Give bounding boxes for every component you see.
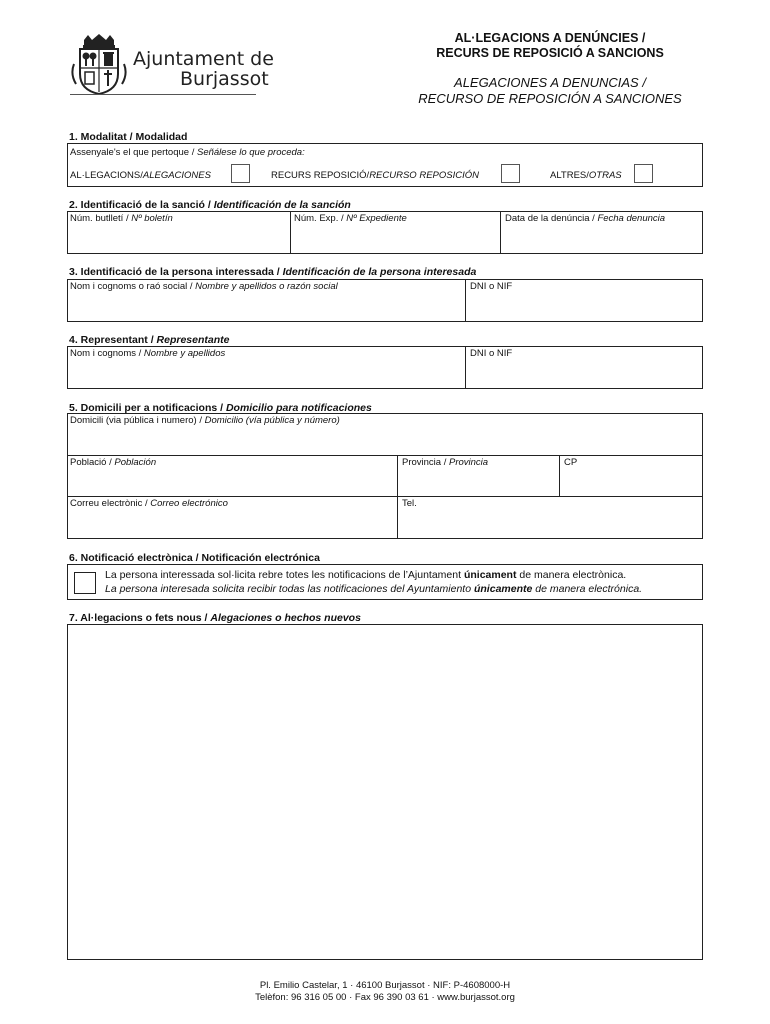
logo-underline: [70, 94, 256, 95]
option-altres-checkbox[interactable]: [634, 164, 653, 183]
title-catalan: [390, 31, 710, 61]
footer-contact: Telèfon: 96 316 05 00 · Fax 96 390 03 61 · www.burjassot.org: [255, 992, 515, 1003]
section4-title: 4. Representant / Representante: [69, 334, 230, 346]
coat-of-arms-icon: [70, 34, 128, 96]
section3-title: 3. Identificació de la persona interessada / Identificación de la persona interesada: [69, 266, 477, 278]
field-poblacio-label: Població / Población: [70, 457, 157, 468]
section1-box: [67, 143, 703, 187]
divider: [290, 212, 291, 253]
field-expedient-label: Núm. Exp. / Nº Expediente: [294, 213, 407, 224]
section3-box: [67, 279, 703, 322]
field-domicili-label: Domicili (via pública i numero) / Domicilio (vía pública y número): [70, 415, 340, 426]
footer-address: Pl. Emilio Castelar, 1 · 46100 Burjassot · NIF: P-4608000-H: [259, 980, 511, 991]
section7-title: 7. Al·legacions o fets nous / Alegaciones o hechos nuevos: [69, 612, 361, 624]
option-altres-label: ALTRES/OTRAS: [550, 170, 622, 181]
field-interessada-dni-label: DNI o NIF: [470, 281, 513, 292]
section4-box: [67, 346, 703, 389]
logo-text-line2: Burjassot: [180, 68, 269, 90]
section1-hint: Assenyale's el que pertoque / Señálese lo que proceda:: [70, 147, 305, 158]
option-recurs-checkbox[interactable]: [501, 164, 520, 183]
title-es-line1: ALEGACIONES A DENUNCIAS /: [454, 75, 646, 90]
section2-box: [67, 211, 703, 254]
row-divider: [68, 455, 702, 456]
field-butlleti-label: Núm. butlletí / Nº boletín: [70, 213, 173, 224]
logo-text-line1: Ajuntament de: [133, 48, 274, 70]
title-es-line2: RECURSO DE REPOSICIÓN A SANCIONES: [418, 91, 682, 106]
field-data-denuncia-label: Data de la denúncia / Fecha denuncia: [505, 213, 666, 224]
notificacio-electronica-checkbox[interactable]: [74, 572, 96, 594]
notificacio-text-ca: La persona interessada sol·licita rebre totes les notificacions de l’Ajuntament únicament de manera electrònica.: [105, 569, 627, 581]
footer: [180, 980, 590, 1004]
divider: [500, 212, 501, 253]
row-divider: [68, 496, 702, 497]
option-allegacions-checkbox[interactable]: [231, 164, 250, 183]
field-representant-dni-label: DNI o NIF: [470, 348, 513, 359]
section1-title: 1. Modalitat / Modalidad: [69, 131, 188, 143]
section5-box: [67, 413, 703, 539]
allegacions-textarea[interactable]: [67, 624, 703, 960]
field-provincia-label: Provincia / Provincia: [402, 457, 489, 468]
notificacio-text-es: La persona interesada solicita recibir todas las notificaciones del Ayuntamiento únicamente de manera electrónica.: [105, 583, 643, 595]
field-tel-label: Tel.: [402, 498, 417, 509]
section6-box: [67, 564, 703, 600]
section6-title: 6. Notificació electrònica / Notificación electrónica: [69, 552, 320, 564]
divider: [559, 455, 560, 497]
divider: [465, 280, 466, 321]
title-ca-line1: AL·LEGACIONS A DENÚNCIES /: [454, 31, 646, 45]
field-correu-label: Correu electrònic / Correo electrónico: [70, 498, 228, 509]
field-representant-nom-label: Nom i cognoms / Nombre y apellidos: [70, 348, 226, 359]
section5-title: 5. Domicili per a notificacions / Domicilio para notificaciones: [69, 402, 372, 414]
option-allegacions-label: AL·LEGACIONS/ALEGACIONES: [70, 170, 211, 181]
title-spanish: [390, 75, 710, 107]
field-cp-label: CP: [564, 457, 578, 468]
divider: [465, 347, 466, 388]
section2-title: 2. Identificació de la sanció / Identificación de la sanción: [69, 199, 351, 211]
field-interessada-nom-label: Nom i cognoms o raó social / Nombre y apellidos o razón social: [70, 281, 338, 292]
title-ca-line2: RECURS DE REPOSICIÓ A SANCIONS: [436, 46, 664, 60]
municipal-logo: [70, 34, 274, 96]
option-recurs-label: RECURS REPOSICIÓ/RECURSO REPOSICIÓN: [271, 170, 479, 181]
